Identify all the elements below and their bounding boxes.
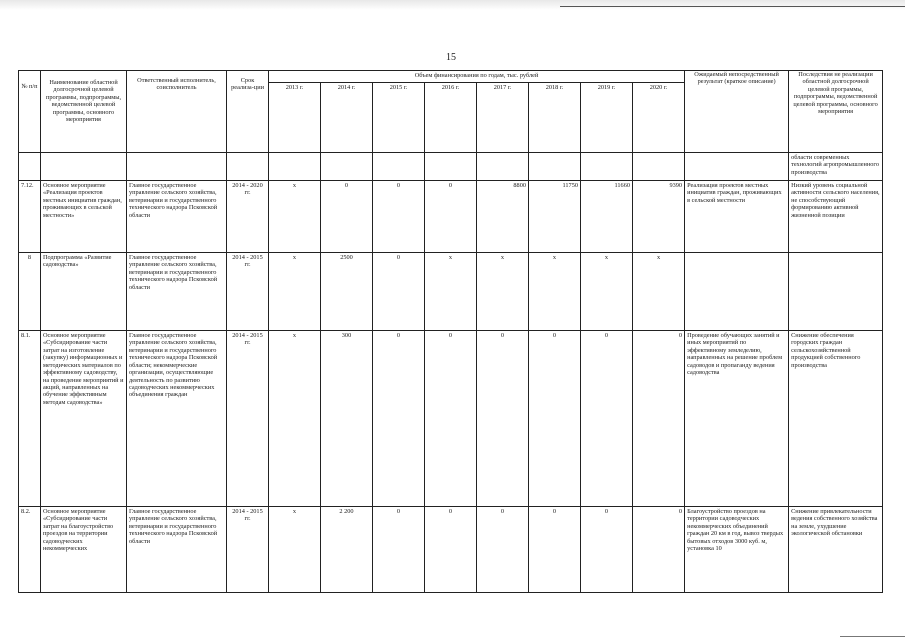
page-number: 15 xyxy=(446,52,456,63)
row-value: 0 xyxy=(581,507,633,593)
row-name: Подпрограмма «Развитие садоводства» xyxy=(41,253,127,331)
row-value: х xyxy=(269,331,321,507)
header-year: 2016 г. xyxy=(425,83,477,153)
row-name: Основное мероприятие «Реализация проектов местных инициатив граждан, проживающих в сельской местности» xyxy=(41,181,127,253)
table-row xyxy=(19,253,883,331)
header-year: 2017 г. xyxy=(477,83,529,153)
row-value: 0 xyxy=(373,181,425,253)
scan-edge xyxy=(0,0,905,10)
row-result: Благоустройство проездов на территории садоводческих некоммерческих объединений граждан 20 км в год, вывоз твердых бытовых отходов 3000 куб. м, установка 10 xyxy=(685,507,789,593)
row-value: 9390 xyxy=(633,181,685,253)
table-row xyxy=(19,181,883,253)
table-row xyxy=(19,331,883,507)
consequence-cell: области современных технологий агропромышленного производства xyxy=(789,153,883,181)
row-value: 0 xyxy=(425,507,477,593)
row-value: 0 xyxy=(425,331,477,507)
header-year: 2014 г. xyxy=(321,83,373,153)
header-year: 2019 г. xyxy=(581,83,633,153)
row-value: 0 xyxy=(633,507,685,593)
row-value: 0 xyxy=(373,331,425,507)
row-executor: Главное государственное управление сельского хозяйства, ветеринарии и государственного технического надзора Псковской области; некоммерческие организации, осуществляющие деятельность по развитию садоводческих некоммерческих объединения граждан xyxy=(127,331,227,507)
row-result xyxy=(685,253,789,331)
row-value: 0 xyxy=(529,331,581,507)
row-result: Проведение обучающих занятий и иных мероприятий по эффективному земледелию, направленных на решение проблем садоводов и пропаганду ведения садоводства xyxy=(685,331,789,507)
header-year: 2018 г. xyxy=(529,83,581,153)
header-num: № п/п xyxy=(19,71,41,153)
row-value: х xyxy=(425,253,477,331)
row-consequence: Снижение привлекательности ведения собственного хозяйства на земле, ухудшение экологической обстановки xyxy=(789,507,883,593)
header-consequences: Последствия не реализации областной долгосрочной целевой программы, подпрограммы, ведомственной целевой программы, основного мероприятия xyxy=(789,71,883,153)
row-value: 2500 xyxy=(321,253,373,331)
row-value: х xyxy=(581,253,633,331)
row-executor: Главное государственное управление сельского хозяйства, ветеринарии и государственного технического надзора Псковской области xyxy=(127,181,227,253)
row-value: х xyxy=(269,507,321,593)
header-result: Ожидаемый непосредственный результат (краткое описание) xyxy=(685,71,789,153)
row-executor: Главное государственное управление сельского хозяйства, ветеринарии и государственного технического надзора Псковской области xyxy=(127,507,227,593)
row-term: 2014 - 2015 гг. xyxy=(227,331,269,507)
header-year: 2020 г. xyxy=(633,83,685,153)
row-value: 2 200 xyxy=(321,507,373,593)
row-value: 0 xyxy=(477,331,529,507)
row-term: 2014 - 2015 гг. xyxy=(227,507,269,593)
row-value: 300 xyxy=(321,331,373,507)
table-row-continuation xyxy=(19,153,883,181)
row-value: 0 xyxy=(425,181,477,253)
row-value: 8800 xyxy=(477,181,529,253)
header-name: Наименование областной долгосрочной целевой программы, подпрограммы, ведомственной целевой программы, основного мероприятия xyxy=(41,71,127,153)
row-num: 8.2. xyxy=(19,507,41,593)
header-funding: Объем финансирования по годам, тыс. рублей xyxy=(269,71,685,83)
header-row-1 xyxy=(19,71,883,83)
row-name: Основное мероприятие «Субсидирование части затрат на благоустройство проездов на территории садоводческих некоммерческих xyxy=(41,507,127,593)
row-num: 7.12. xyxy=(19,181,41,253)
row-consequence: Низкий уровень социальной активности сельского населения, не способствующий формированию активной жизненной позиции xyxy=(789,181,883,253)
row-value: х xyxy=(633,253,685,331)
header-executor: Ответственный исполнитель, соисполнитель xyxy=(127,71,227,153)
row-consequence: Снижение обеспечения городских граждан сельскохозяйственной продукцией собственного производства xyxy=(789,331,883,507)
row-num: 8.1. xyxy=(19,331,41,507)
row-value: 0 xyxy=(477,507,529,593)
row-value: х xyxy=(269,253,321,331)
funding-table xyxy=(18,70,883,593)
row-value: 0 xyxy=(529,507,581,593)
row-result: Реализация проектов местных инициатив граждан, проживающих в сельской местности xyxy=(685,181,789,253)
row-value: 0 xyxy=(373,253,425,331)
row-term: 2014 - 2020 гг. xyxy=(227,181,269,253)
row-value: 0 xyxy=(581,331,633,507)
row-value: х xyxy=(477,253,529,331)
row-name: Основное мероприятие «Субсидирование части затрат на изготовление (закупку) информационных и методических материалов по эффективному садоводству, на проведение мероприятий и акций, направленных на обучение эффективным методам садоводства» xyxy=(41,331,127,507)
header-year: 2013 г. xyxy=(269,83,321,153)
scan-artifact-line xyxy=(560,6,905,7)
table-row xyxy=(19,507,883,593)
row-executor: Главное государственное управление сельского хозяйства, ветеринарии и государственного технического надзора Псковской области xyxy=(127,253,227,331)
row-value: 0 xyxy=(373,507,425,593)
row-value: 0 xyxy=(633,331,685,507)
row-num: 8 xyxy=(19,253,41,331)
row-value: 11660 xyxy=(581,181,633,253)
row-term: 2014 - 2015 гг. xyxy=(227,253,269,331)
row-value: х xyxy=(529,253,581,331)
scan-artifact-line xyxy=(840,636,905,637)
row-consequence xyxy=(789,253,883,331)
row-value: 11750 xyxy=(529,181,581,253)
row-value: х xyxy=(269,181,321,253)
header-year: 2015 г. xyxy=(373,83,425,153)
header-term: Срок реализа-ции xyxy=(227,71,269,153)
row-value: 0 xyxy=(321,181,373,253)
